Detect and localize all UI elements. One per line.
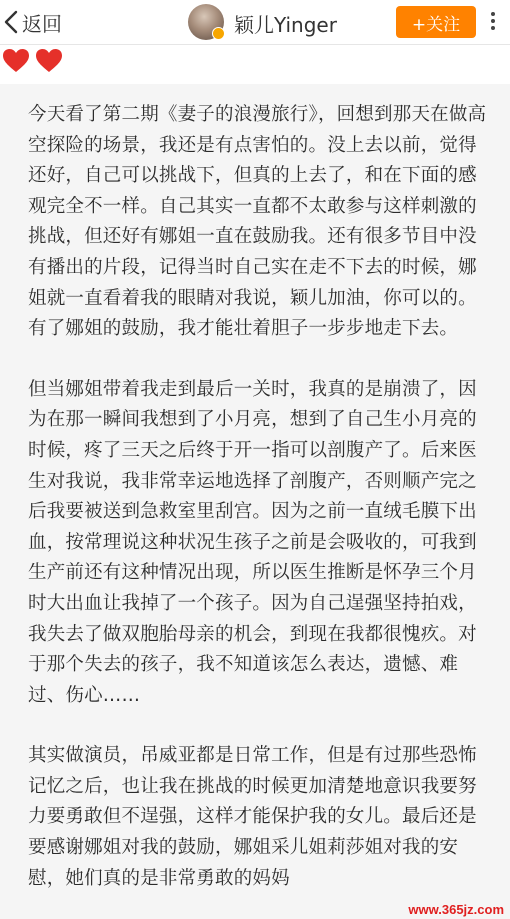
reaction-hearts xyxy=(2,48,68,76)
follow-button[interactable]: +关注 xyxy=(396,6,476,38)
back-button[interactable] xyxy=(4,6,62,38)
post-content-area xyxy=(0,84,510,919)
post-paragraph-3: 其实做演员，吊威亚都是日常工作，但是有过那些恐怖记忆之后，也让我在挑战的时候更加清楚地意识我要努力要勇敢但不逞强，这样才能保护我的女儿。最后还是要感谢娜姐对我的鼓励，娜姐采儿姐莉莎姐对我的安慰，她们真的是非常勇敢的妈妈 xyxy=(28,745,477,889)
back-label: 返回 xyxy=(22,11,62,36)
heart-icon xyxy=(35,48,63,74)
heart-icon xyxy=(2,48,30,74)
verified-badge-icon xyxy=(212,27,225,40)
user-name[interactable]: 颖儿Yinger xyxy=(234,13,337,37)
post-paragraph-1: 今天看了第二期《妻子的浪漫旅行》，回想到那天在做高空探险的场景，我还是有点害怕的。没上去以前，觉得还好，自己可以挑战下，但真的上去了，和在下面的感观完全不一样。自己其实一直都不太敢参与这样刺激的挑战，但还好有娜姐一直在鼓励我。还有很多节目中没有播出的片段，记得当时自己实在走不下去的时候，娜姐就一直看着我的眼睛对我说，颖儿加油，你可以的。有了娜姐的鼓励，我才能壮着胆子一步步地走下去。 xyxy=(28,104,487,340)
chevron-left-icon xyxy=(4,10,18,34)
top-nav-bar xyxy=(0,0,510,45)
post-text xyxy=(28,100,490,894)
post-paragraph-2: 但当娜姐带着我走到最后一关时，我真的是崩溃了，因为在那一瞬间我想到了小月亮，想到了自己生小月亮的时候，疼了三天之后终于开一指可以剖腹产了。后来医生对我说，我非常幸运地选择了剖腹产，否则顺产完之后我要被送到急救室里刮宫。因为之前一直绒毛膜下出血，按常理说这种状况生孩子之前是会吸收的，可我到生产前还有这种情况出现，所以医生推断是怀孕三个月时大出血让我掉了一个孩子。因为自己逞强坚持拍戏，我失去了做双胞胎母亲的机会，到现在我都很愧疚。对于那个失去的孩子，我不知道该怎么表达，遗憾、难过、伤心…… xyxy=(28,378,477,706)
watermark: www.365jz.com xyxy=(408,902,504,917)
more-vertical-icon[interactable] xyxy=(490,12,496,32)
